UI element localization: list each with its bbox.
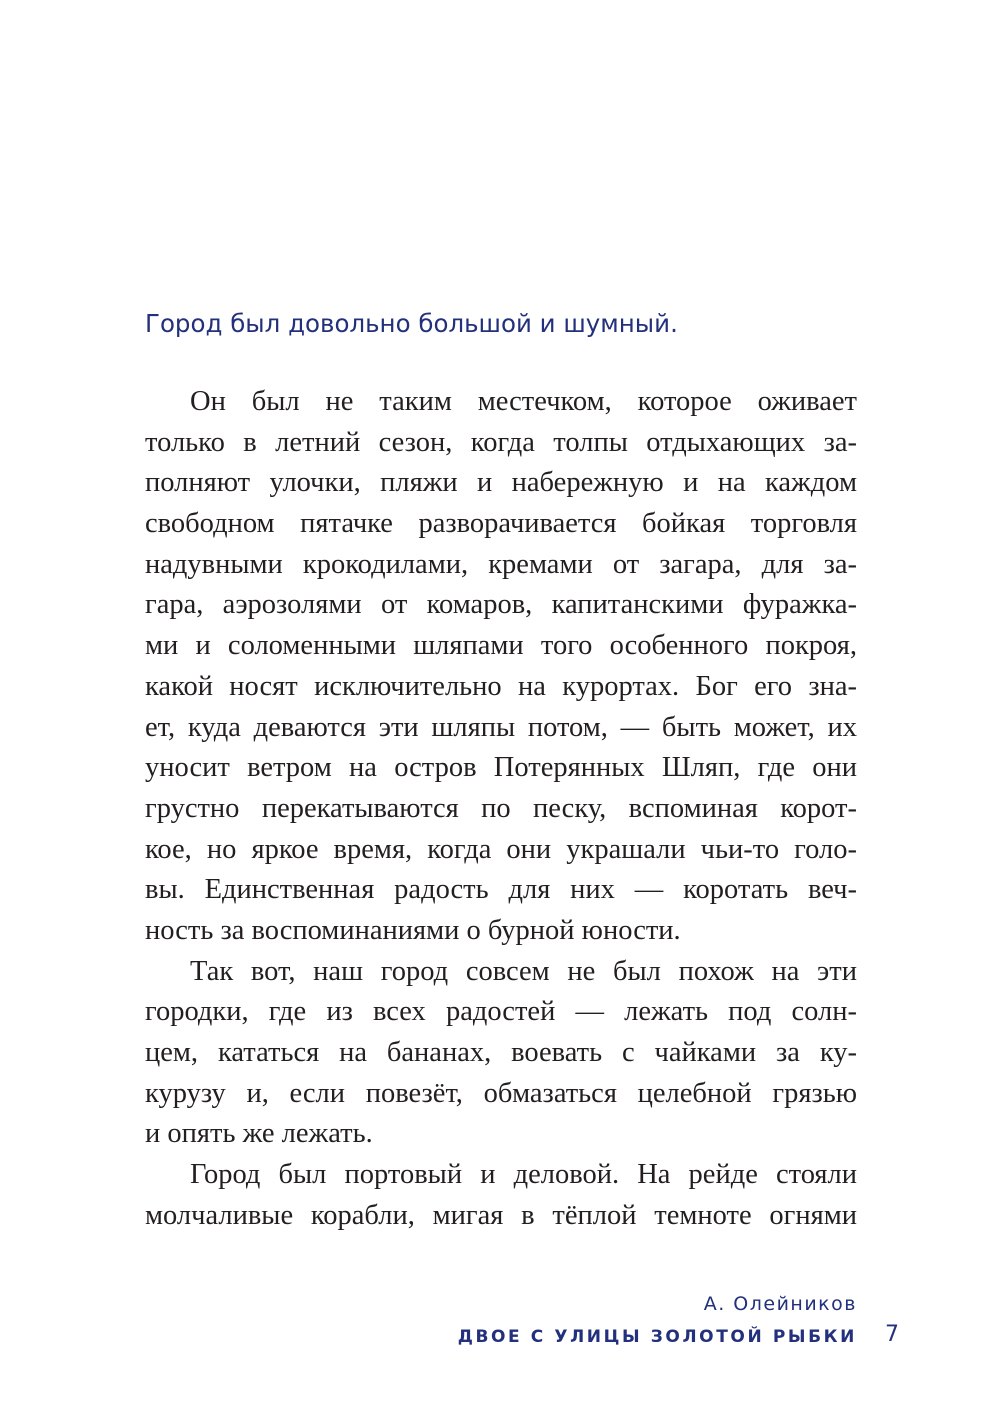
text-line: надувными крокодилами, кремами от загара, для за-	[145, 548, 857, 580]
text-line: уносит ветром на остров Потерянных Шляп, где они	[145, 752, 857, 784]
chapter-heading: Город был довольно большой и шумный.	[145, 309, 678, 338]
text-line: ность за воспоминаниями о бурной юности.	[145, 914, 681, 946]
text-line: только в летний сезон, когда толпы отдыхающих за-	[145, 426, 857, 458]
text-line: гара, аэрозолями от комаров, капитанскими фуражка-	[145, 589, 857, 621]
text-line: ми и соломенными шляпами того особенного покроя,	[145, 630, 857, 662]
text-line: Так вот, наш город совсем не был похож на эти	[190, 955, 857, 987]
text-line: цем, кататься на бананах, воевать с чайками за ку-	[145, 1037, 857, 1068]
page-number: 7	[885, 1322, 899, 1347]
text-line: какой носят исключительно на курортах. Бог его зна-	[145, 670, 857, 702]
text-line: и опять же лежать.	[145, 1118, 373, 1150]
text-line: полняют улочки, пляжи и набережную и на каждом	[145, 467, 857, 499]
text-line: свободном пятачке разворачивается бойкая торговля	[145, 508, 857, 540]
text-line: Город был портовый и деловой. На рейде стояли	[190, 1159, 857, 1191]
footer-book-title: ДВОЕ С УЛИЦЫ ЗОЛОТОЙ РЫБКИ	[457, 1327, 857, 1347]
text-line: грустно перекатываются по песку, вспоминая корот-	[145, 792, 857, 824]
text-line: кое, но яркое время, когда они украшали чьи-то голо-	[145, 833, 857, 865]
text-line: городки, где из всех радостей — лежать под солн-	[145, 996, 857, 1028]
text-line: Он был не таким местечком, которое оживает	[190, 386, 857, 417]
text-line: ет, куда деваются эти шляпы потом, — быть может, их	[145, 711, 857, 743]
text-line: молчаливые корабли, мигая в тёплой темноте огнями	[145, 1199, 857, 1231]
text-line: курузу и, если повезёт, обмазаться целебной грязью	[145, 1077, 857, 1109]
footer-author: А. Олейников	[703, 1293, 857, 1315]
text-line: вы. Единственная радость для них — коротать веч-	[145, 874, 857, 906]
body-text	[145, 382, 857, 1236]
